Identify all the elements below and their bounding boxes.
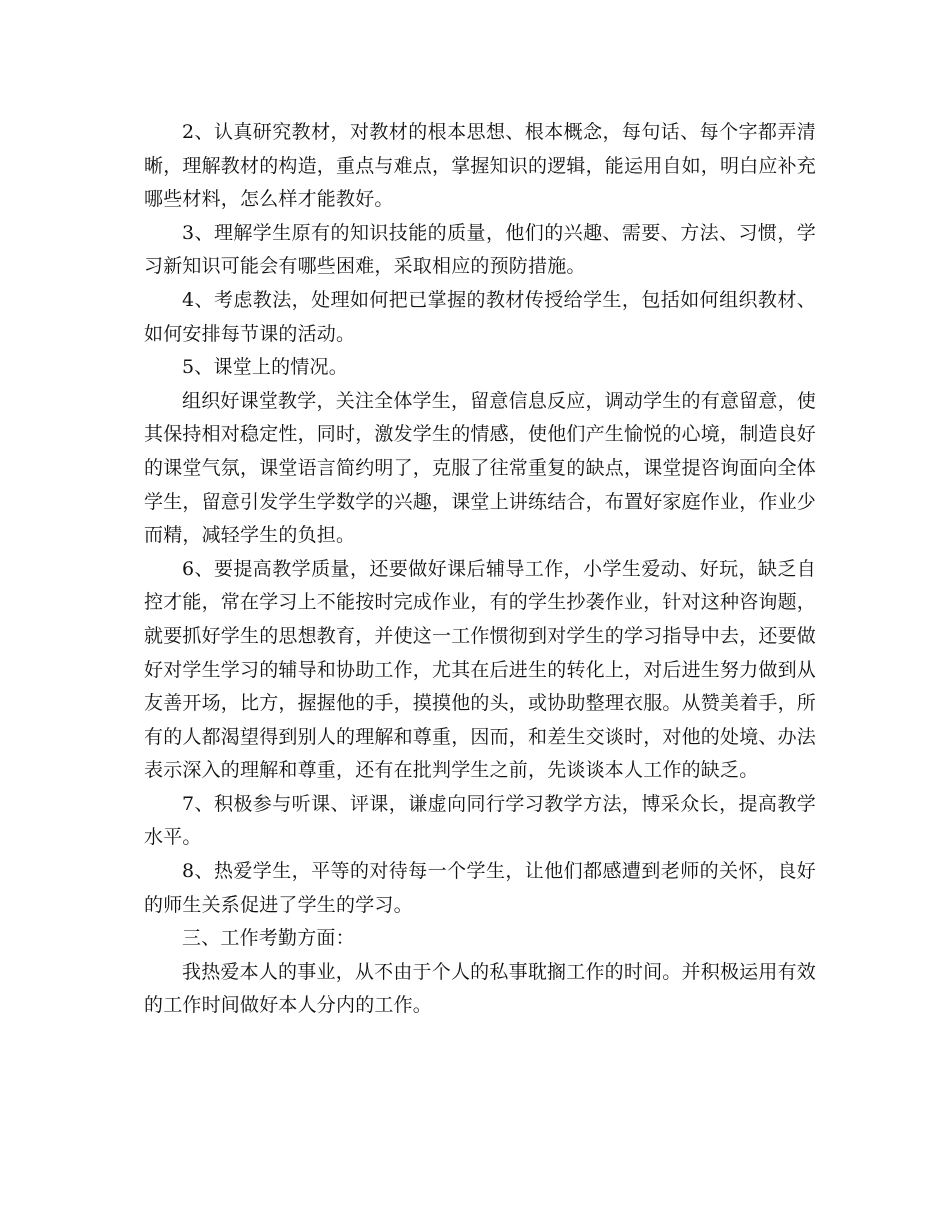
document-body bbox=[144, 116, 816, 1023]
paragraph-attendance: 我热爱本人的事业，从不由于个人的私事耽搁工作的时间。并积极运用有效的工作时间做好本人分内的工作。 bbox=[144, 960, 816, 1017]
paragraph-item-6: 6、要提高教学质量，还要做好课后辅导工作，小学生爱动、好玩，缺乏自控才能，常在学习上不能按时完成作业，有的学生抄袭作业，针对这种咨询题，就要抓好学生的思想教育，并使这一工作惯彻到对学生的学习指导中去，还要做好对学生学习的辅导和协助工作，尤其在后进生的转化上，对后进生努力做到从友善开场，比方，握握他的手，摸摸他的头，或协助整理衣服。从赞美着手，所有的人都渴望得到别人的理解和尊重，因而，和差生交谈时，对他的处境、办法表示深入的理解和尊重，还有在批判学生之前，先谈谈本人工作的缺乏。 bbox=[144, 557, 817, 782]
paragraph-item-8: 8、热爱学生，平等的对待每一个学生，让他们都感遭到老师的关怀，良好的师生关系促进了学生的学习。 bbox=[144, 860, 816, 916]
paragraph-item-3: 3、理解学生原有的知识技能的质量，他们的兴趣、需要、方法、习惯，学习新知识可能会有哪些困难，采取相应的预防措施。 bbox=[144, 221, 816, 278]
section-heading-attendance: 三、工作考勤方面： bbox=[182, 927, 355, 950]
paragraph-item-7: 7、积极参与听课、评课，谦虚向同行学习教学方法，博采众长，提高教学水平。 bbox=[144, 792, 816, 849]
paragraph-classroom-teaching: 组织好课堂教学，关注全体学生，留意信息反应，调动学生的有意留意，使其保持相对稳定性，同时，激发学生的情感，使他们产生愉悦的心境，制造良好的课堂气氛，课堂语言简约明了，克服了往常重复的缺点，课堂提咨询面向全体学生，留意引发学生学数学的兴趣，课堂上讲练结合，布置好家庭作业，作业少而精，减轻学生的负担。 bbox=[144, 389, 817, 547]
paragraph-item-2: 2、认真研究教材，对教材的根本思想、根本概念，每句话、每个字都弄清晰，理解教材的构造，重点与难点，掌握知识的逻辑，能运用自如，明白应补充哪些材料，怎么样才能教好。 bbox=[144, 121, 817, 211]
paragraph-item-4: 4、考虑教法，处理如何把已掌握的教材传授给学生，包括如何组织教材、如何安排每节课的活动。 bbox=[144, 288, 816, 345]
paragraph-item-5: 5、课堂上的情况。 bbox=[182, 356, 348, 379]
